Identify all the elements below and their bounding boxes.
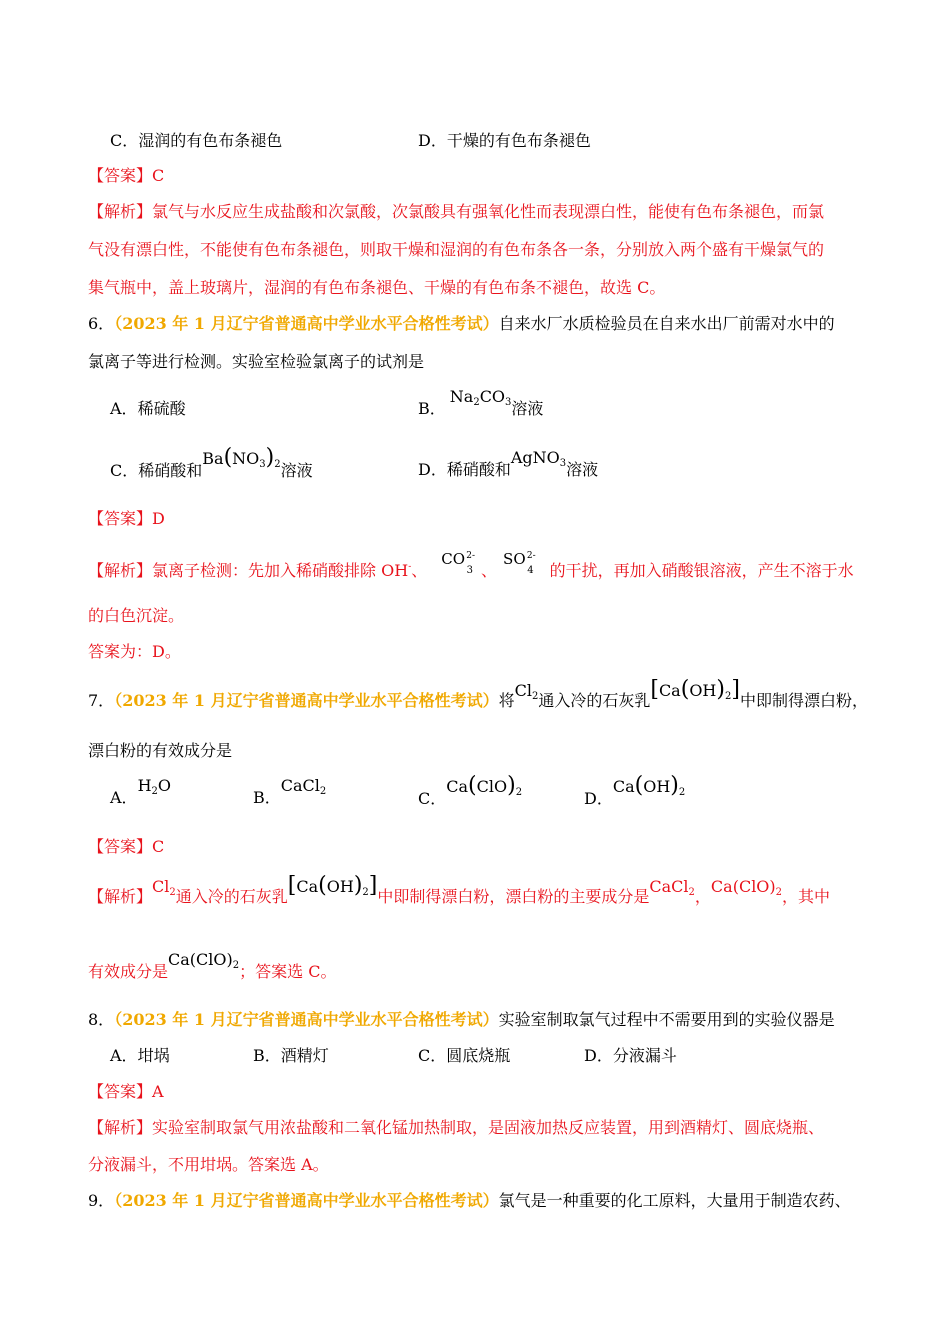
q7-analysis-line2: 有效成分是$Ca(ClO)_2$；答案选 C。: [88, 950, 337, 981]
formula-ca-oh-2: $Ca(OH)_2$: [612, 773, 686, 798]
question-source: （2023 年 1 月辽宁省普通高中学业水平合格性考试）: [114, 1010, 499, 1029]
q6-stem-line2: 氯离子等进行检测。实验室检验氯离子的试剂是: [88, 352, 425, 371]
q8-option-a: A．坩埚: [110, 1046, 170, 1065]
formula-cacl2: CaCl$_2$: [649, 877, 695, 898]
q8-answer: 【答案】A: [88, 1082, 164, 1101]
q5-option-c: [110, 131, 282, 151]
q6-stem-line1: 6．（2023 年 1 月辽宁省普通高中学业水平合格性考试）自来水厂水质检验员在自来水出厂前需对水中的: [88, 314, 835, 333]
q6-analysis-line1: 【解析】氯离子检测：先加入稀硝酸排除 OH-、CO 2- 3 、SO 2- 4 的干扰，再加入硝酸银溶液，产生不溶于水: [88, 550, 854, 580]
q7-option-a: A．$H_2O$: [110, 776, 172, 807]
q7-answer: 【答案】C: [88, 837, 165, 856]
option-label: D．: [418, 131, 447, 150]
question-number: 6．: [88, 314, 115, 333]
q7-stem-line2: 漂白粉的有效成分是: [88, 741, 233, 760]
formula-ca-oh-2: $[Ca(OH)_2]$: [650, 677, 740, 702]
formula-agno3: AgNO$_3$: [510, 448, 567, 469]
q7-option-b: B．CaCl$_2$: [253, 776, 327, 807]
q6-option-c: C．稀硝酸和$Ba(NO_3)_2$溶液: [110, 445, 313, 480]
q6-analysis-line2: 的白色沉淀。: [88, 606, 185, 625]
formula-h2o: $H_2O$: [137, 776, 172, 797]
q9-stem: 9．（2023 年 1 月辽宁省普通高中学业水平合格性考试）氯气是一种重要的化工原料，大量用于制造农药、: [88, 1191, 851, 1210]
formula-co3-ion: CO 2- 3: [441, 550, 476, 576]
formula-ca-clo-2: $Ca(ClO)_2$: [710, 877, 783, 898]
formula-ca-oh-2: $[Ca(OH)_2]$: [287, 873, 378, 898]
q8-analysis-line1: 【解析】实验室制取氯气用浓盐酸和二氧化锰加热制取，是固液加热反应装置，用到酒精灯、圆底烧瓶、: [88, 1118, 825, 1137]
question-number: 8．: [88, 1010, 115, 1029]
formula-na2co3: $Na_2CO_3$: [449, 387, 512, 408]
formula-cacl2: CaCl$_2$: [280, 776, 327, 797]
q7-analysis-line1: 【解析】$Cl_2$通入冷的石灰乳$[Ca(OH)_2]$中即制得漂白粉，漂白粉的主要成分是CaCl$_2$，$Ca(ClO)_2$，其中: [88, 873, 831, 906]
q5-analysis-line2: 气没有漂白性，不能使有色布条褪色，则取干燥和湿润的有色布条各一条，分别放入两个盛有干燥氯气的: [88, 240, 825, 259]
option-text: 干燥的有色布条褪色: [446, 131, 591, 150]
q5-analysis-line3: 集气瓶中，盖上玻璃片，湿润的有色布条褪色、干燥的有色布条不褪色，故选 C。: [88, 278, 666, 297]
question-number: 7．: [88, 691, 115, 710]
question-source: （2023 年 1 月辽宁省普通高中学业水平合格性考试）: [114, 691, 499, 710]
q6-final-answer: 答案为：D。: [88, 642, 181, 661]
q5-analysis-line1: 【解析】氯气与水反应生成盐酸和次氯酸，次氯酸具有强氧化性而表现漂白性，能使有色布条褪色，而氯: [88, 202, 825, 221]
formula-ca-clo-2: $Ca(ClO)_2$: [446, 773, 523, 798]
q8-stem: 8．（2023 年 1 月辽宁省普通高中学业水平合格性考试）实验室制取氯气过程中不需要用到的实验仪器是: [88, 1010, 835, 1029]
q6-option-d: D．稀硝酸和AgNO$_3$溶液: [418, 448, 599, 479]
q7-option-d: D．$Ca(OH)_2$: [584, 773, 686, 808]
q8-option-c: C．圆底烧瓶: [418, 1046, 511, 1065]
q5-answer: 【答案】C: [88, 166, 165, 185]
q8-option-d: D．分液漏斗: [584, 1046, 677, 1065]
q6-option-b: B．$Na_2CO_3$溶液: [418, 387, 544, 418]
formula-cl2: $Cl_2$: [514, 681, 539, 702]
q7-stem-line1: 7．（2023 年 1 月辽宁省普通高中学业水平合格性考试）将$Cl_2$通入冷的石灰乳$[Ca(OH)_2]$中即制得漂白粉，: [88, 677, 868, 710]
question-number: 9．: [88, 1191, 115, 1210]
q8-option-b: B．酒精灯: [253, 1046, 329, 1065]
q6-option-a: A．稀硫酸: [110, 399, 186, 418]
q8-analysis-line2: 分液漏斗，不用坩埚。答案选 A。: [88, 1155, 329, 1174]
formula-so4-ion: SO 2- 4: [503, 550, 536, 576]
q7-option-c: C．$Ca(ClO)_2$: [418, 773, 523, 808]
question-source: （2023 年 1 月辽宁省普通高中学业水平合格性考试）: [114, 314, 499, 333]
option-label: C．: [110, 131, 139, 150]
formula-ca-clo-2: $Ca(ClO)_2$: [168, 950, 240, 971]
question-source: （2023 年 1 月辽宁省普通高中学业水平合格性考试）: [114, 1191, 499, 1210]
formula-ba-no3-2: $Ba(NO_3)_2$: [202, 445, 281, 470]
formula-cl2: $Cl_2$: [152, 877, 176, 898]
q5-option-d: [418, 131, 591, 151]
q6-answer: 【答案】D: [88, 509, 165, 528]
option-text: 湿润的有色布条褪色: [138, 131, 283, 150]
